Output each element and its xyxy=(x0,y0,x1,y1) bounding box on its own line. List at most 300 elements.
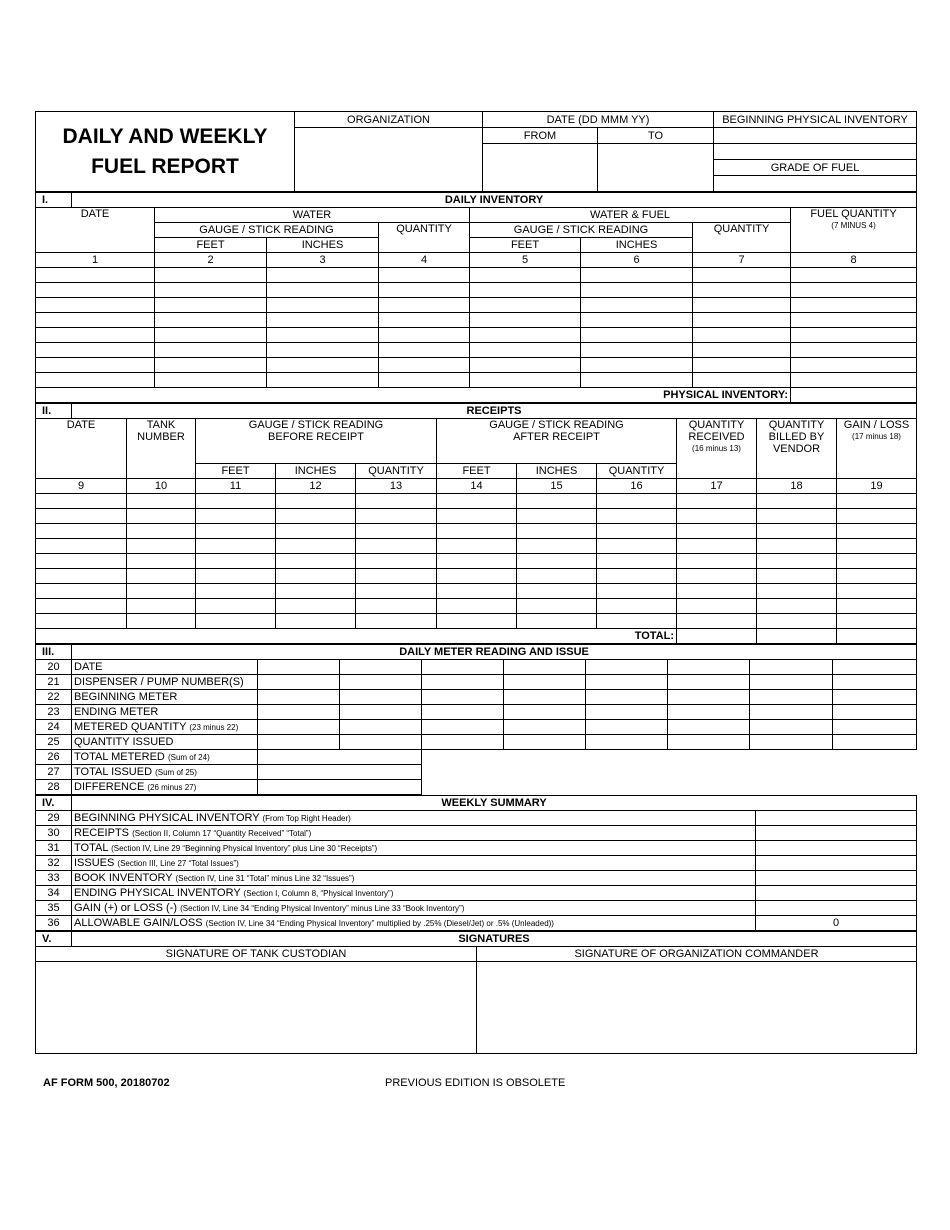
s1-data-cell[interactable] xyxy=(791,313,917,328)
s1-data-cell[interactable] xyxy=(581,373,693,388)
s1-data-cell[interactable] xyxy=(267,343,379,358)
s3-blank-area xyxy=(422,780,917,795)
s2-data-cell[interactable] xyxy=(276,494,356,509)
s3-line-note: (Sum of 24) xyxy=(167,752,210,762)
s2-data-cell[interactable] xyxy=(677,569,757,584)
s2-data-cell[interactable] xyxy=(597,524,677,539)
s1-data-row xyxy=(36,358,917,373)
s1-data-cell[interactable] xyxy=(379,268,470,283)
organization-label: ORGANIZATION xyxy=(295,112,483,128)
s3-data-cell[interactable] xyxy=(340,720,422,735)
s2-data-cell[interactable] xyxy=(36,584,127,599)
s1-data-cell[interactable] xyxy=(581,298,693,313)
s2-data-cell[interactable] xyxy=(677,599,757,614)
s1-data-cell[interactable] xyxy=(791,373,917,388)
s1-data-cell[interactable] xyxy=(470,298,581,313)
s1-water-fuel-header: WATER & FUEL xyxy=(470,208,791,223)
s4-value-cell[interactable] xyxy=(756,871,917,886)
s1-data-cell[interactable] xyxy=(36,343,155,358)
s3-data-cell[interactable] xyxy=(833,705,917,720)
s2-data-cell[interactable] xyxy=(597,554,677,569)
s1-data-cell[interactable] xyxy=(693,328,791,343)
s3-row xyxy=(36,675,917,690)
receipts-total-billed[interactable] xyxy=(757,629,837,644)
s4-value-cell[interactable] xyxy=(756,841,917,856)
s3-line-label xyxy=(72,720,258,735)
s1-data-cell[interactable] xyxy=(155,373,267,388)
s2-data-cell[interactable] xyxy=(276,569,356,584)
s3-data-cell[interactable] xyxy=(668,720,750,735)
s1-data-row xyxy=(36,313,917,328)
s3-line-number: 23 xyxy=(36,705,72,720)
s2-data-cell[interactable] xyxy=(356,599,437,614)
s4-line-text: TOTAL xyxy=(74,841,109,854)
s2-data-cell[interactable] xyxy=(127,509,196,524)
s2-data-cell[interactable] xyxy=(757,569,837,584)
s1-data-rows xyxy=(36,268,917,388)
s1-data-cell[interactable] xyxy=(581,343,693,358)
s2-qty-received-label: QUANTITY xyxy=(688,419,745,431)
s1-data-cell[interactable] xyxy=(379,358,470,373)
s2-data-cell[interactable] xyxy=(757,509,837,524)
s1-col-number: 2 xyxy=(155,253,267,268)
s3-data-cell[interactable] xyxy=(750,705,833,720)
s2-data-cell[interactable] xyxy=(517,539,597,554)
s2-data-cell[interactable] xyxy=(677,494,757,509)
s2-data-cell[interactable] xyxy=(757,599,837,614)
s3-line-note: (Sum of 25) xyxy=(155,767,197,777)
s3-data-cell[interactable] xyxy=(833,735,917,750)
s2-data-cell[interactable] xyxy=(356,569,437,584)
s3-line-label xyxy=(72,765,258,780)
s2-gauge-after-header xyxy=(437,419,677,464)
beginning-inventory-field-2[interactable] xyxy=(714,144,917,160)
s2-data-cell[interactable] xyxy=(356,494,437,509)
s2-tank-label: TANK xyxy=(146,419,176,431)
s4-row xyxy=(36,886,917,901)
s3-data-cell[interactable] xyxy=(750,720,833,735)
s3-data-cell[interactable] xyxy=(668,705,750,720)
s2-data-cell[interactable] xyxy=(517,554,597,569)
s1-data-cell[interactable] xyxy=(36,358,155,373)
s2-qty-received-header xyxy=(677,419,757,479)
s2-data-cell[interactable] xyxy=(36,614,127,629)
daily-inventory-table xyxy=(35,192,917,403)
s3-data-cell[interactable] xyxy=(586,735,668,750)
s2-data-rows xyxy=(36,494,917,629)
s1-data-cell[interactable] xyxy=(581,268,693,283)
s2-data-row xyxy=(36,614,917,629)
physical-inventory-field[interactable] xyxy=(791,388,917,403)
s2-data-row xyxy=(36,554,917,569)
s1-data-cell[interactable] xyxy=(581,283,693,298)
s3-data-cell[interactable] xyxy=(422,675,504,690)
s2-data-cell[interactable] xyxy=(356,539,437,554)
s1-data-cell[interactable] xyxy=(379,283,470,298)
s4-value-cell[interactable] xyxy=(756,826,917,841)
s2-data-cell[interactable] xyxy=(517,569,597,584)
s2-data-cell[interactable] xyxy=(837,599,917,614)
s2-data-cell[interactable] xyxy=(517,494,597,509)
s1-water-quantity-header: QUANTITY xyxy=(379,223,470,253)
s3-data-cell[interactable] xyxy=(504,690,586,705)
s1-data-cell[interactable] xyxy=(581,328,693,343)
s2-gauge-after-label: GAUGE / STICK READING xyxy=(489,419,624,431)
s2-tank-header xyxy=(127,419,196,479)
s1-data-cell[interactable] xyxy=(470,313,581,328)
s2-data-cell[interactable] xyxy=(757,494,837,509)
s1-data-cell[interactable] xyxy=(267,328,379,343)
s3-data-cell[interactable] xyxy=(258,660,340,675)
s2-data-cell[interactable] xyxy=(757,584,837,599)
section2-title: RECEIPTS xyxy=(72,404,917,419)
s2-data-cell[interactable] xyxy=(437,599,517,614)
s2-data-cell[interactable] xyxy=(276,599,356,614)
s2-data-cell[interactable] xyxy=(517,599,597,614)
s1-data-cell[interactable] xyxy=(267,298,379,313)
s2-gauge-after-label-2: AFTER RECEIPT xyxy=(513,431,600,443)
beginning-inventory-label: BEGINNING PHYSICAL INVENTORY xyxy=(714,112,917,128)
s2-data-cell[interactable] xyxy=(597,569,677,584)
s1-data-cell[interactable] xyxy=(155,358,267,373)
s2-data-cell[interactable] xyxy=(356,554,437,569)
s4-line-label xyxy=(72,886,756,901)
s2-data-cell[interactable] xyxy=(36,509,127,524)
s2-data-cell[interactable] xyxy=(276,614,356,629)
s1-water-header: WATER xyxy=(155,208,470,223)
s2-data-cell[interactable] xyxy=(837,554,917,569)
s2-data-cell[interactable] xyxy=(36,554,127,569)
s1-data-cell[interactable] xyxy=(379,328,470,343)
s1-data-cell[interactable] xyxy=(155,268,267,283)
s3-data-cell[interactable] xyxy=(504,660,586,675)
section1-title: DAILY INVENTORY xyxy=(72,193,917,208)
s3-data-cell[interactable] xyxy=(750,690,833,705)
s3-total-value[interactable] xyxy=(258,780,422,795)
s3-data-cell[interactable] xyxy=(422,690,504,705)
s2-data-cell[interactable] xyxy=(437,494,517,509)
s1-data-cell[interactable] xyxy=(155,283,267,298)
s2-data-cell[interactable] xyxy=(196,584,276,599)
s2-data-row xyxy=(36,509,917,524)
s3-line-note: (23 minus 22) xyxy=(189,722,239,732)
s1-data-cell[interactable] xyxy=(36,373,155,388)
custodian-signature-field[interactable] xyxy=(36,962,477,1054)
meter-reading-table xyxy=(35,644,917,795)
s4-value-cell[interactable] xyxy=(756,901,917,916)
s1-data-cell[interactable] xyxy=(267,358,379,373)
s2-data-cell[interactable] xyxy=(196,554,276,569)
s2-data-cell[interactable] xyxy=(356,614,437,629)
s2-data-cell[interactable] xyxy=(276,509,356,524)
s3-total-value[interactable] xyxy=(258,750,422,765)
s2-data-row xyxy=(36,599,917,614)
s4-line-text: ALLOWABLE GAIN/LOSS xyxy=(74,916,203,929)
s1-data-cell[interactable] xyxy=(36,328,155,343)
s2-col-number: 14 xyxy=(437,479,517,494)
s2-data-cell[interactable] xyxy=(127,524,196,539)
s1-data-cell[interactable] xyxy=(693,343,791,358)
s2-data-cell[interactable] xyxy=(837,509,917,524)
s4-value-cell[interactable] xyxy=(756,811,917,826)
s3-data-cell[interactable] xyxy=(586,720,668,735)
s3-data-cell[interactable] xyxy=(504,720,586,735)
s3-data-cell[interactable] xyxy=(422,660,504,675)
s2-data-cell[interactable] xyxy=(517,524,597,539)
s2-data-cell[interactable] xyxy=(276,524,356,539)
s3-data-cell[interactable] xyxy=(340,660,422,675)
s1-data-cell[interactable] xyxy=(155,298,267,313)
s4-value-cell[interactable]: 0 xyxy=(756,916,917,931)
s2-data-cell[interactable] xyxy=(517,614,597,629)
s2-before-quantity-header: QUANTITY xyxy=(356,464,437,479)
s1-col-number: 3 xyxy=(267,253,379,268)
s2-data-cell[interactable] xyxy=(196,614,276,629)
s3-line-text: BEGINNING METER xyxy=(74,691,178,703)
s1-data-cell[interactable] xyxy=(791,298,917,313)
s1-data-cell[interactable] xyxy=(267,313,379,328)
s1-data-cell[interactable] xyxy=(581,313,693,328)
s2-data-cell[interactable] xyxy=(837,569,917,584)
s1-data-cell[interactable] xyxy=(379,313,470,328)
s2-data-cell[interactable] xyxy=(276,554,356,569)
s2-data-cell[interactable] xyxy=(837,614,917,629)
s1-data-cell[interactable] xyxy=(470,328,581,343)
s3-data-cell[interactable] xyxy=(750,660,833,675)
s2-data-cell[interactable] xyxy=(36,494,127,509)
s3-row xyxy=(36,720,917,735)
s2-data-cell[interactable] xyxy=(597,614,677,629)
s2-data-cell[interactable] xyxy=(196,494,276,509)
from-date-field[interactable] xyxy=(483,144,598,192)
s2-data-cell[interactable] xyxy=(127,614,196,629)
s1-data-cell[interactable] xyxy=(470,373,581,388)
s2-col-number: 9 xyxy=(36,479,127,494)
s4-value-cell[interactable] xyxy=(756,886,917,901)
s3-total-value[interactable] xyxy=(258,765,422,780)
s3-data-cell[interactable] xyxy=(586,660,668,675)
s3-data-cell[interactable] xyxy=(504,705,586,720)
s3-line-number: 22 xyxy=(36,690,72,705)
s2-data-cell[interactable] xyxy=(196,509,276,524)
s3-data-cell[interactable] xyxy=(668,660,750,675)
s1-data-cell[interactable] xyxy=(267,283,379,298)
s2-data-cell[interactable] xyxy=(356,509,437,524)
s1-data-cell[interactable] xyxy=(470,268,581,283)
s3-data-cell[interactable] xyxy=(504,735,586,750)
s2-data-cell[interactable] xyxy=(127,584,196,599)
s2-data-cell[interactable] xyxy=(356,524,437,539)
s2-data-cell[interactable] xyxy=(196,539,276,554)
s2-data-cell[interactable] xyxy=(677,539,757,554)
s1-data-cell[interactable] xyxy=(791,283,917,298)
s2-data-cell[interactable] xyxy=(127,494,196,509)
s2-data-row xyxy=(36,569,917,584)
s1-data-cell[interactable] xyxy=(470,358,581,373)
s3-data-cell[interactable] xyxy=(586,690,668,705)
s1-data-cell[interactable] xyxy=(36,313,155,328)
receipts-total-received[interactable] xyxy=(677,629,757,644)
s3-data-cell[interactable] xyxy=(258,705,340,720)
s2-data-cell[interactable] xyxy=(677,509,757,524)
s3-data-cell[interactable] xyxy=(833,675,917,690)
s1-data-cell[interactable] xyxy=(379,373,470,388)
s2-data-cell[interactable] xyxy=(597,584,677,599)
s3-data-cell[interactable] xyxy=(668,690,750,705)
s3-data-cell[interactable] xyxy=(258,720,340,735)
s2-data-cell[interactable] xyxy=(677,554,757,569)
s1-data-cell[interactable] xyxy=(693,283,791,298)
s2-data-cell[interactable] xyxy=(597,539,677,554)
s3-data-cell[interactable] xyxy=(422,735,504,750)
from-label: FROM xyxy=(483,128,598,144)
s3-data-cell[interactable] xyxy=(258,675,340,690)
s1-data-cell[interactable] xyxy=(791,268,917,283)
s3-data-cell[interactable] xyxy=(833,660,917,675)
s1-data-cell[interactable] xyxy=(693,313,791,328)
s1-fuel-quantity-note: (7 MINUS 4) xyxy=(831,221,876,230)
s4-line-label xyxy=(72,871,756,886)
s1-data-cell[interactable] xyxy=(379,298,470,313)
s2-data-cell[interactable] xyxy=(276,539,356,554)
s1-data-cell[interactable] xyxy=(791,328,917,343)
s3-data-cell[interactable] xyxy=(258,690,340,705)
s3-data-cell[interactable] xyxy=(668,735,750,750)
s2-data-cell[interactable] xyxy=(757,524,837,539)
s2-data-cell[interactable] xyxy=(196,569,276,584)
s3-data-cell[interactable] xyxy=(750,735,833,750)
s1-data-cell[interactable] xyxy=(693,298,791,313)
s3-data-cell[interactable] xyxy=(586,675,668,690)
s2-data-cell[interactable] xyxy=(36,599,127,614)
s1-wf-gauge-header: GAUGE / STICK READING xyxy=(470,223,693,238)
s1-fuel-quantity-label: FUEL QUANTITY xyxy=(810,208,897,220)
s1-data-row xyxy=(36,283,917,298)
s2-col-number: 17 xyxy=(677,479,757,494)
s2-data-cell[interactable] xyxy=(127,599,196,614)
s2-data-cell[interactable] xyxy=(36,569,127,584)
s1-data-cell[interactable] xyxy=(155,343,267,358)
s3-data-cell[interactable] xyxy=(504,675,586,690)
s1-data-cell[interactable] xyxy=(791,343,917,358)
s1-data-cell[interactable] xyxy=(581,358,693,373)
s3-line-label xyxy=(72,735,258,750)
to-date-field[interactable] xyxy=(598,144,714,192)
s2-data-cell[interactable] xyxy=(597,599,677,614)
s2-before-feet-header: FEET xyxy=(196,464,276,479)
s2-data-cell[interactable] xyxy=(677,524,757,539)
s1-data-cell[interactable] xyxy=(791,358,917,373)
s2-data-cell[interactable] xyxy=(127,539,196,554)
s4-row xyxy=(36,871,917,886)
s2-data-cell[interactable] xyxy=(837,494,917,509)
s4-line-text: ENDING PHYSICAL INVENTORY xyxy=(74,886,241,899)
s2-data-cell[interactable] xyxy=(597,509,677,524)
s3-data-cell[interactable] xyxy=(340,705,422,720)
s2-data-cell[interactable] xyxy=(437,569,517,584)
s1-data-cell[interactable] xyxy=(693,268,791,283)
s3-data-cell[interactable] xyxy=(833,720,917,735)
section3-number: III. xyxy=(36,645,72,660)
s3-line-text: DATE xyxy=(74,661,103,673)
s2-data-cell[interactable] xyxy=(437,524,517,539)
s2-data-cell[interactable] xyxy=(757,614,837,629)
s2-gain-loss-header xyxy=(837,419,917,479)
s1-data-cell[interactable] xyxy=(155,328,267,343)
s2-data-cell[interactable] xyxy=(437,509,517,524)
s2-data-cell[interactable] xyxy=(127,554,196,569)
beginning-inventory-field[interactable] xyxy=(714,128,917,144)
commander-signature-field[interactable] xyxy=(477,962,917,1054)
s2-data-cell[interactable] xyxy=(837,524,917,539)
s2-data-cell[interactable] xyxy=(517,509,597,524)
s3-line-number: 20 xyxy=(36,660,72,675)
s3-data-cell[interactable] xyxy=(422,705,504,720)
s3-data-cell[interactable] xyxy=(833,690,917,705)
s2-data-cell[interactable] xyxy=(837,539,917,554)
s2-data-cell[interactable] xyxy=(127,569,196,584)
s3-data-cell[interactable] xyxy=(668,675,750,690)
receipts-total-gain[interactable] xyxy=(837,629,917,644)
s2-data-cell[interactable] xyxy=(517,584,597,599)
s2-data-cell[interactable] xyxy=(36,524,127,539)
s3-line-number: 28 xyxy=(36,780,72,795)
s3-data-cell[interactable] xyxy=(258,735,340,750)
s3-data-cell[interactable] xyxy=(422,720,504,735)
form-title xyxy=(36,112,295,192)
s3-data-cell[interactable] xyxy=(340,690,422,705)
s1-data-cell[interactable] xyxy=(693,373,791,388)
s1-data-cell[interactable] xyxy=(470,343,581,358)
s2-data-cell[interactable] xyxy=(196,599,276,614)
organization-field[interactable] xyxy=(295,128,483,192)
s2-data-cell[interactable] xyxy=(437,614,517,629)
s4-line-number: 30 xyxy=(36,826,72,841)
s3-data-cell[interactable] xyxy=(340,675,422,690)
s2-data-cell[interactable] xyxy=(36,539,127,554)
s2-data-cell[interactable] xyxy=(757,554,837,569)
s2-data-cell[interactable] xyxy=(757,539,837,554)
s2-data-cell[interactable] xyxy=(677,584,757,599)
s2-data-cell[interactable] xyxy=(437,554,517,569)
s1-data-cell[interactable] xyxy=(36,268,155,283)
s2-data-cell[interactable] xyxy=(437,539,517,554)
s1-data-cell[interactable] xyxy=(267,373,379,388)
s4-value-cell[interactable] xyxy=(756,856,917,871)
s1-data-cell[interactable] xyxy=(693,358,791,373)
s1-data-cell[interactable] xyxy=(36,298,155,313)
s2-data-cell[interactable] xyxy=(356,584,437,599)
s2-data-cell[interactable] xyxy=(196,524,276,539)
s3-data-cell[interactable] xyxy=(340,735,422,750)
s2-data-cell[interactable] xyxy=(837,584,917,599)
s2-data-cell[interactable] xyxy=(437,584,517,599)
s3-data-cell[interactable] xyxy=(750,675,833,690)
s3-line-label xyxy=(72,675,258,690)
s2-data-cell[interactable] xyxy=(597,494,677,509)
s3-line-number: 27 xyxy=(36,765,72,780)
s1-data-cell[interactable] xyxy=(379,343,470,358)
s2-data-cell[interactable] xyxy=(677,614,757,629)
s1-data-cell[interactable] xyxy=(470,283,581,298)
s1-data-cell[interactable] xyxy=(155,313,267,328)
grade-of-fuel-field[interactable] xyxy=(714,176,917,192)
s1-data-cell[interactable] xyxy=(267,268,379,283)
s3-line-label xyxy=(72,690,258,705)
s1-data-cell[interactable] xyxy=(36,283,155,298)
s3-data-cell[interactable] xyxy=(586,705,668,720)
s2-data-cell[interactable] xyxy=(276,584,356,599)
